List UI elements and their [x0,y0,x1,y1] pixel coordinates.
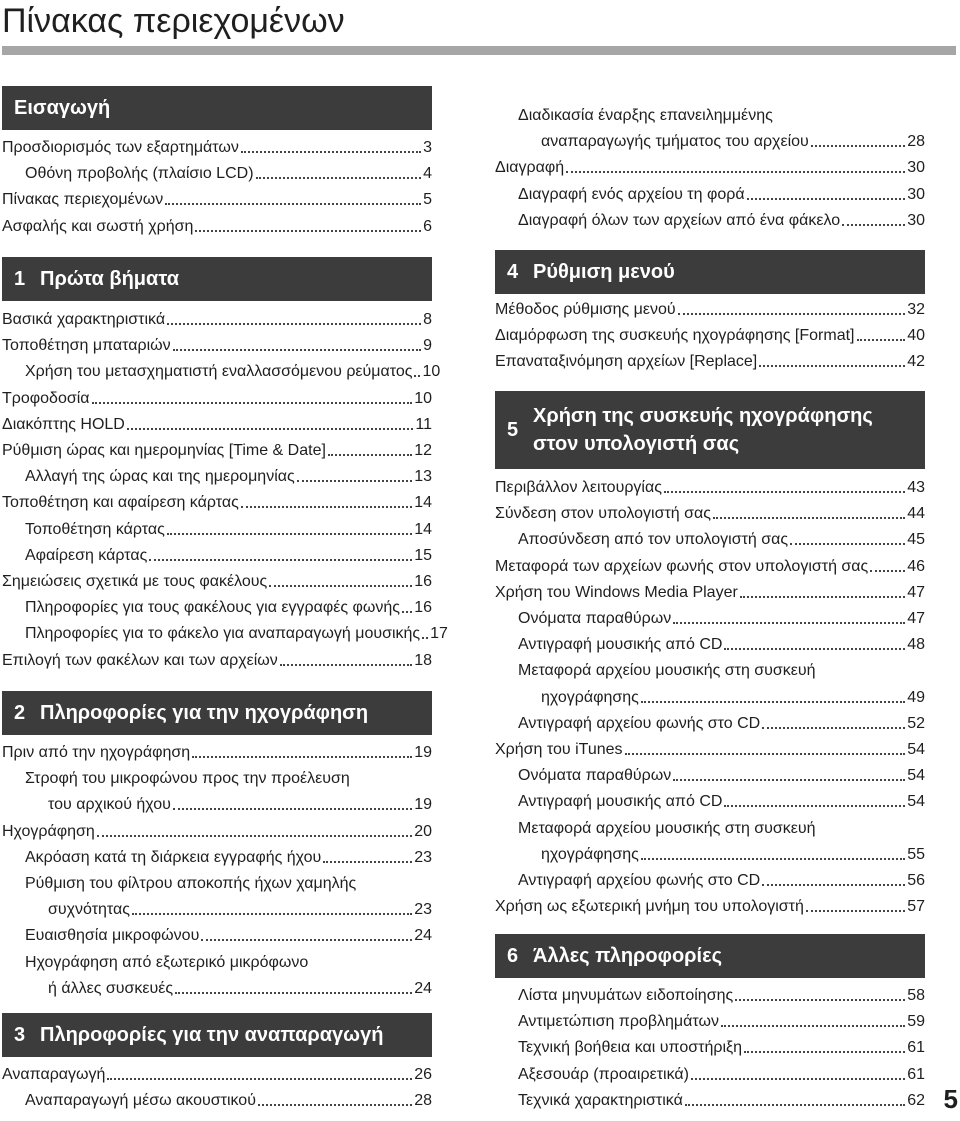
dot-leader [195,230,421,232]
toc-entry[interactable] [2,136,432,158]
toc-entry[interactable] [2,334,432,356]
toc-entry-page: 30 [907,186,925,203]
dot-leader [870,570,905,572]
toc-entry-title: Τοποθέτηση μπαταριών [2,337,171,354]
toc-entry-page: 24 [414,927,432,944]
dot-leader [641,858,905,860]
toc-entry-page: 26 [414,1066,432,1083]
toc-entry-page: 24 [414,980,432,997]
dot-leader [721,1025,905,1027]
toc-entry-page: 17 [430,625,448,642]
toc-entry-page: 45 [907,531,925,548]
toc-entry[interactable] [495,555,925,577]
toc-entry-title: Διαγραφή [495,159,565,176]
toc-entry-title: Χρήση ως εξωτερική μνήμη του υπολογιστή [495,898,804,915]
toc-entry[interactable] [2,308,432,330]
toc-entry-page: 30 [907,159,925,176]
toc-entry-title-line: Ηχογράφηση από εξωτερικό μικρόφωνο [25,954,309,971]
dot-leader [724,648,905,650]
toc-entry-page: 57 [907,898,925,915]
dot-leader [664,491,905,493]
dot-leader [167,533,412,535]
toc-entry-title: Αντιγραφή μουσικής από CD [518,636,723,653]
toc-entry-page: 42 [907,353,925,370]
dot-leader [678,313,906,315]
toc-entry-page: 55 [907,846,925,863]
toc-entry-page: 56 [907,872,925,889]
toc-entry[interactable] [2,898,432,920]
toc-entry-title-line: Μεταφορά αρχείου μουσικής στη συσκευή [518,820,816,837]
dot-leader [127,428,414,430]
dot-leader [673,779,905,781]
dot-leader [167,323,421,325]
toc-entry-page: 14 [414,521,432,538]
toc-entry-title: Αντιγραφή αρχείου φωνής στο CD [518,872,761,889]
toc-entry-page: 11 [415,416,432,433]
toc-entry[interactable] [2,649,432,671]
toc-entry-title: Ακρόαση κατά τη διάρκεια εγγραφής ήχου [25,849,322,866]
toc-entry-page: 32 [907,301,925,318]
toc-entry-page: 12 [414,442,432,459]
toc-entry[interactable] [495,738,925,760]
toc-entry-title: Προσδιορισμός των εξαρτημάτων [2,139,239,156]
toc-entry-title-line: Στροφή του μικροφώνου προς την προέλευση [25,770,350,787]
section-title: Χρήση της συσκευής ηχογράφησης στον υπολογιστή σας [533,405,873,455]
dot-leader [806,910,905,912]
toc-entry-title: συχνότητας [48,901,130,918]
dot-leader [256,177,422,179]
section-number: 6 [507,944,519,967]
dot-leader [842,224,905,226]
toc-entry-title: Χρήση του μετασχηματιστή εναλλασσόμενου ρεύματος [25,363,413,380]
toc-entry-title: Τεχνική βοήθεια και υποστήριξη [518,1039,743,1056]
section-header-intro [2,86,432,130]
toc-entry[interactable] [495,869,925,891]
toc-entry[interactable] [2,622,448,644]
toc-entry-page: 28 [414,1092,432,1109]
toc-entry-title: Επαναταξινόμηση αρχείων [Replace] [495,353,758,370]
toc-entry[interactable] [495,1089,925,1111]
section-number: 4 [507,260,519,283]
toc-entry-page: 54 [907,793,925,810]
section-header-6 [495,934,925,978]
toc-entry-title: Τοποθέτηση και αφαίρεση κάρτας [2,494,239,511]
toc-entry-page: 47 [907,610,925,627]
toc-entry[interactable] [2,846,432,868]
toc-entry-page: 23 [414,901,432,918]
toc-entry-page: 58 [907,987,925,1004]
section-header-1 [2,257,432,301]
toc-entry-title: Αφαίρεση κάρτας [25,547,148,564]
toc-entry-page: 30 [907,212,925,229]
toc-entry-title: Μεταφορά των αρχείων φωνής στον υπολογιστή σας [495,558,869,575]
toc-entry[interactable] [495,130,925,152]
toc-entry[interactable] [495,790,925,812]
toc-entry[interactable] [2,387,432,409]
toc-entry[interactable] [495,686,925,708]
toc-entry-title: ηχογράφησης [541,846,639,863]
toc-entry[interactable] [495,502,925,524]
toc-entry-title: Αντιμετώπιση προβλημάτων [518,1013,719,1030]
toc-entry-title: Επιλογή των φακέλων και των αρχείων [2,652,278,669]
toc-entry[interactable] [495,183,925,205]
dot-leader [328,454,412,456]
dot-leader [747,198,906,200]
dot-leader [201,939,412,941]
section-title: Πληροφορίες για την αναπαραγωγή [40,1024,384,1046]
page-title: Πίνακας περιεχομένων [2,2,345,40]
toc-entry-page: 47 [907,584,925,601]
dot-leader [132,913,412,915]
toc-entry-title: Αντιγραφή μουσικής από CD [518,793,723,810]
toc-entry-page: 19 [414,744,432,761]
toc-entry-page: 23 [414,849,432,866]
toc-entry-title: Αλλαγή της ώρας και της ημερομηνίας [25,468,295,485]
toc-entry-page: 14 [414,494,432,511]
dot-leader [740,596,905,598]
dot-leader [173,349,421,351]
toc-entry[interactable] [495,633,925,655]
toc-entry[interactable] [2,741,432,763]
toc-entry-page: 59 [907,1013,925,1030]
section-title: Ρύθμιση μενού [533,261,675,283]
section-title: Άλλες πληροφορίες [533,945,722,967]
toc-entry-title: Πληροφορίες για τους φακέλους για εγγραφές φωνής [25,599,401,616]
toc-entry-page: 19 [414,796,432,813]
toc-entry[interactable] [2,518,432,540]
dot-leader [402,611,412,613]
toc-entry-page: 18 [414,652,432,669]
toc-entry-title: ηχογράφησης [541,689,639,706]
toc-entry[interactable] [495,209,925,231]
toc-entry-title: Τοποθέτηση κάρτας [25,521,165,538]
toc-entry-title: Διαγραφή ενός αρχείου τη φορά [518,186,745,203]
section-title: Εισαγωγή [14,97,111,119]
dot-leader [625,753,906,755]
toc-entry-title: αναπαραγωγής τμήματος του αρχείου [541,133,809,150]
toc-entry-title: ή άλλες συσκευές [48,980,174,997]
toc-entry-page: 62 [907,1092,925,1109]
dot-leader [97,835,412,837]
toc-entry[interactable] [495,984,925,1006]
dot-leader [175,992,412,994]
toc-entry-title: Αξεσουάρ (προαιρετικά) [518,1066,689,1083]
toc-entry-page: 61 [907,1066,925,1083]
toc-entry-title-line: Μεταφορά αρχείου μουσικής στη συσκευή [518,662,816,679]
toc-entry-page: 49 [907,689,925,706]
toc-entry-title: Περιβάλλον λειτουργίας [495,479,662,496]
toc-entry-title: Οθόνη προβολής (πλαίσιο LCD) [25,165,254,182]
dot-leader [759,365,905,367]
section-header-5 [495,391,925,469]
toc-entry[interactable] [495,607,925,629]
dot-leader [241,151,421,153]
toc-entry-title: Πριν από την ηχογράφηση [2,744,191,761]
dot-leader [241,506,412,508]
toc-entry[interactable] [495,156,925,178]
dot-leader [323,861,412,863]
toc-entry-page: 4 [423,165,432,182]
dot-leader [269,585,412,587]
toc-entry-page: 16 [414,573,432,590]
toc-entry-title: Χρήση του iTunes [495,741,623,758]
toc-entry[interactable] [2,465,432,487]
page-number: 5 [943,1084,958,1114]
toc-entry-title: Χρήση του Windows Media Player [495,584,738,601]
toc-entry[interactable] [495,324,925,346]
toc-entry-page: 52 [907,715,925,732]
toc-entry[interactable] [495,581,925,603]
toc-entry-title: Αναπαραγωγή μέσω ακουστικού [25,1092,256,1109]
dot-leader [149,559,412,561]
toc-entry-title: Πίνακας περιεχομένων [2,191,164,208]
dot-leader [811,145,905,147]
toc-entry-title: Λίστα μηνυμάτων ειδοποίησης [518,987,734,1004]
toc-entry-title: του αρχικού ήχου [48,796,171,813]
section-header-3 [2,1013,432,1057]
toc-entry-page: 5 [423,191,432,208]
toc-entry-page: 40 [907,327,925,344]
toc-entry[interactable] [2,570,432,592]
dot-leader [762,727,905,729]
toc-entry-title: Τεχνικά χαρακτηριστικά [518,1092,683,1109]
toc-entry-title-line: Διαδικασία έναρξης επανειλημμένης [518,107,773,124]
toc-entry-title: Σημειώσεις σχετικά με τους φακέλους [2,573,268,590]
dot-leader [641,701,905,703]
section-number: 3 [14,1023,26,1046]
toc-entry[interactable] [2,439,432,461]
toc-entry[interactable] [495,1063,925,1085]
dot-leader [735,999,905,1001]
toc-entry-page: 61 [907,1039,925,1056]
toc-entry-title: Αντιγραφή αρχείου φωνής στο CD [518,715,761,732]
toc-entry-page: 54 [907,741,925,758]
dot-leader [258,1104,412,1106]
toc-entry-title: Διαμόρφωση της συσκευής ηχογράφησης [Format] [495,327,855,344]
toc-entry[interactable] [2,820,432,842]
toc-entry-title: Ασφαλής και σωστή χρήση [2,218,194,235]
toc-entry-title: Τροφοδοσία [2,390,90,407]
dot-leader [280,664,412,666]
toc-entry-page: 48 [907,636,925,653]
dot-leader [790,543,905,545]
toc-entry[interactable] [495,528,925,550]
toc-entry-title-line: Ρύθμιση του φίλτρου αποκοπής ήχων χαμηλής [25,875,357,892]
toc-entry-title: Σύνδεση στον υπολογιστή σας [495,505,711,522]
toc-entry[interactable] [2,544,432,566]
title-rule [2,46,956,55]
toc-entry-title: Ρύθμιση ώρας και ημερομηνίας [Time & Date] [2,442,326,459]
section-number: 1 [14,267,26,290]
toc-entry-title: Αποσύνδεση από τον υπολογιστή σας [518,531,789,548]
section-title: Πρώτα βήματα [40,268,179,290]
toc-entry-title: Ηχογράφηση [2,823,95,840]
toc-entry[interactable] [2,215,432,237]
toc-entry-title: Πληροφορίες για το φάκελο για αναπαραγωγή μουσικής [25,625,421,642]
toc-entry[interactable] [495,712,925,734]
dot-leader [691,1078,905,1080]
toc-entry[interactable] [495,350,925,372]
toc-entry[interactable] [495,1010,925,1032]
toc-entry[interactable] [2,162,432,184]
toc-entry[interactable] [2,188,432,210]
toc-entry-title: Διακόπτης HOLD [2,416,125,433]
toc-entry-page: 10 [414,390,432,407]
toc-entry-page: 13 [414,468,432,485]
toc-entry-page: 15 [414,547,432,564]
toc-entry[interactable] [495,1036,925,1058]
toc-entry-title: Ονόματα παραθύρων [518,610,672,627]
dot-leader [685,1104,905,1106]
section-title: Πληροφορίες για την ηχογράφηση [40,702,369,724]
toc-entry[interactable] [2,924,432,946]
toc-entry[interactable] [2,491,432,513]
dot-leader [857,339,906,341]
toc-entry-page: 6 [423,218,432,235]
toc-entry[interactable] [495,895,925,917]
toc-entry[interactable] [495,764,925,786]
dot-leader [762,884,905,886]
section-header-4 [495,250,925,294]
dot-leader [724,805,905,807]
dot-leader [566,171,905,173]
toc-entry[interactable] [2,413,432,435]
toc-entry-page: 10 [422,363,441,380]
toc-entry[interactable] [2,1063,432,1085]
dot-leader [173,808,412,810]
dot-leader [107,1078,412,1080]
toc-entry-page: 20 [414,823,432,840]
toc-entry[interactable] [495,843,925,865]
dot-leader [414,375,420,377]
toc-entry[interactable] [495,476,925,498]
dot-leader [744,1051,905,1053]
toc-entry[interactable] [2,1089,432,1111]
toc-entry-page: 46 [907,558,925,575]
dot-leader [92,402,413,404]
section-header-2 [2,691,432,735]
toc-entry-title: Ευαισθησία μικροφώνου [25,927,200,944]
section-number: 2 [14,701,26,724]
toc-entry-page: 54 [907,767,925,784]
dot-leader [297,480,412,482]
toc-entry-page: 9 [423,337,432,354]
toc-entry-title: Μέθοδος ρύθμισης μενού [495,301,676,318]
toc-entry-title: Διαγραφή όλων των αρχείων από ένα φάκελο [518,212,841,229]
toc-entry[interactable] [2,977,432,999]
dot-leader [713,517,905,519]
toc-entry-page: 16 [414,599,432,616]
toc-entry[interactable] [2,596,432,618]
dot-leader [192,756,412,758]
section-number: 5 [507,418,519,441]
dot-leader [165,203,421,205]
toc-entry[interactable] [495,298,925,320]
toc-entry-page: 3 [423,139,432,156]
dot-leader [673,622,905,624]
toc-entry-title: Βασικά χαρακτηριστικά [2,311,166,328]
toc-entry-page: 8 [423,311,432,328]
toc-entry-page: 44 [907,505,925,522]
toc-entry[interactable] [2,360,441,382]
toc-entry[interactable] [2,793,432,815]
dot-leader [422,637,428,639]
toc-entry-page: 43 [907,479,925,496]
toc-entry-title: Ονόματα παραθύρων [518,767,672,784]
toc-entry-page: 28 [907,133,925,150]
toc-entry-title: Αναπαραγωγή [2,1066,106,1083]
